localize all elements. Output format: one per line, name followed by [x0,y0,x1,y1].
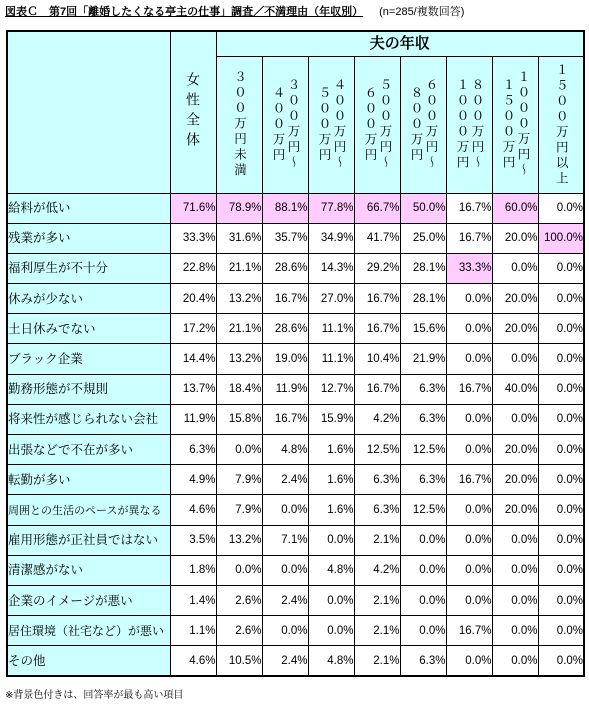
table-cell-value: 0.0% [538,344,584,374]
column-header-label [232,70,247,179]
table-cell-value: 14.3% [308,253,354,283]
column-header-label [500,70,530,179]
table-cell-total: 17.2% [170,314,216,344]
row-label: 土日休みでない [8,321,96,336]
table-cell-value: 88.1% [262,193,308,223]
table-cell-value: 50.0% [400,193,446,223]
table-cell-total: 3.5% [170,525,216,555]
row-label: ブラック企業 [8,352,83,367]
table-cell-value: 15.9% [308,404,354,434]
row-label: 福利厚生が不十分 [8,261,109,276]
table-row [7,253,584,283]
row-label: 企業のイメージが悪い [8,593,133,608]
table-row [7,616,584,646]
column-header [400,56,446,193]
table-row [7,585,584,615]
table-cell-value: 13.2% [216,525,262,555]
table-row [7,646,584,676]
table-cell-value: 15.8% [216,404,262,434]
column-header [446,56,492,193]
table-cell-value: 28.1% [400,253,446,283]
table-cell-value: 7.9% [216,495,262,525]
title-line [5,4,464,20]
table-cell-value: 2.1% [354,646,400,676]
header-total [170,31,216,193]
table-cell-total: 33.3% [170,223,216,253]
table-cell-value: 0.0% [492,344,538,374]
table-cell-value: 12.5% [400,495,446,525]
row-label-cell [7,585,170,615]
table-cell-value: 35.7% [262,223,308,253]
row-label: 居住環境（社宅など）が悪い [8,623,165,638]
table-cell-value: 33.3% [446,253,492,283]
table-cell-value: 1.6% [308,435,354,465]
column-header [538,56,584,193]
table-cell-value: 34.9% [308,223,354,253]
table-cell-value: 0.0% [538,525,584,555]
table-cell-value: 60.0% [492,193,538,223]
column-header-line: ５００万円 [317,85,331,164]
table-cell-value: 16.7% [446,223,492,253]
table-cell-total: 4.6% [170,646,216,676]
column-header-line: １５００万円以上 [554,62,569,187]
table-cell-value: 1.6% [308,465,354,495]
table-cell-value: 0.0% [492,253,538,283]
table-cell-value: 20.0% [492,495,538,525]
column-header-line: ６００万円～ [424,78,438,171]
table-cell-value: 20.0% [492,435,538,465]
table-cell-value: 1.6% [308,495,354,525]
table-cell-value: 11.1% [308,314,354,344]
column-header-line: ４００万円 [271,85,285,164]
table-cell-value: 20.0% [492,284,538,314]
table-cell-total: 1.1% [170,616,216,646]
table-cell-value: 7.1% [262,525,308,555]
table-cell-value: 20.0% [492,223,538,253]
table-cell-value: 27.0% [308,284,354,314]
table-cell-value: 16.7% [446,374,492,404]
table-cell-total: 1.8% [170,555,216,585]
row-label-cell [7,555,170,585]
table-cell-value: 0.0% [400,616,446,646]
table-cell-value: 78.9% [216,193,262,223]
table-cell-total: 71.6% [170,193,216,223]
table-cell-value: 6.3% [400,465,446,495]
table-cell-value: 0.0% [538,616,584,646]
table-cell-value: 19.0% [262,344,308,374]
table-cell-value: 10.5% [216,646,262,676]
table-cell-total: 4.9% [170,465,216,495]
table-cell-value: 16.7% [262,404,308,434]
table-cell-value: 16.7% [446,193,492,223]
table-row [7,314,584,344]
table-cell-value: 0.0% [446,284,492,314]
table-cell-value: 0.0% [538,495,584,525]
table-cell-value: 2.1% [354,525,400,555]
table-cell-value: 0.0% [446,555,492,585]
column-header-line: ６００万円 [363,85,377,164]
row-label: 休みが少ない [8,291,84,306]
table-cell-value: 16.7% [354,374,400,404]
row-label-cell [7,616,170,646]
table-cell-value: 0.0% [492,585,538,615]
table-row [7,374,584,404]
table-row [7,223,584,253]
table-cell-value: 28.1% [400,284,446,314]
header-income-group-label: 夫の年収 [369,34,430,52]
table-cell-value: 4.2% [354,555,400,585]
table-cell-value: 4.8% [262,435,308,465]
table-cell-total: 11.9% [170,404,216,434]
table-cell-value: 6.3% [400,404,446,434]
table-cell-value: 0.0% [446,344,492,374]
column-header-line: ５００万円～ [378,78,392,171]
table-cell-value: 0.0% [492,646,538,676]
table-cell-value: 13.2% [216,344,262,374]
table-cell-value: 0.0% [446,585,492,615]
column-header [308,56,354,193]
row-label-cell [7,525,170,555]
row-label-cell [7,314,170,344]
table-cell-value: 2.4% [262,646,308,676]
table-cell-value: 0.0% [262,616,308,646]
table-cell-value: 15.6% [400,314,446,344]
table-cell-value: 0.0% [262,495,308,525]
column-header-line: ３００万円未満 [232,70,247,179]
table-cell-value: 4.8% [308,646,354,676]
table-cell-value: 16.7% [446,616,492,646]
row-label-cell [7,435,170,465]
table-cell-value: 0.0% [446,404,492,434]
table-cell-value: 77.8% [308,193,354,223]
table-cell-value: 0.0% [400,525,446,555]
table-cell-total: 1.4% [170,585,216,615]
table-cell-value: 12.5% [400,435,446,465]
table-body [7,193,584,676]
row-label: 雇用形態が正社員ではない [8,533,159,548]
table-row [7,495,584,525]
table-cell-value: 0.0% [262,555,308,585]
row-label-cell [7,646,170,676]
table-cell-value: 11.9% [262,374,308,404]
table-header [7,31,584,193]
table-cell-total: 13.7% [170,374,216,404]
row-label: 転勤が多い [8,472,71,487]
table-cell-value: 0.0% [538,646,584,676]
row-label: 給料が低い [8,201,71,216]
table-cell-value: 0.0% [446,495,492,525]
table-cell-value: 2.4% [262,585,308,615]
table-cell-total: 6.3% [170,435,216,465]
table-cell-value: 7.9% [216,465,262,495]
table-cell-value: 6.3% [400,374,446,404]
column-header-line: ８００万円 [409,85,423,164]
table-cell-value: 6.3% [354,495,400,525]
table-cell-value: 20.0% [492,314,538,344]
table-cell-value: 0.0% [538,193,584,223]
row-label-cell [7,495,170,525]
table-cell-value: 16.7% [354,314,400,344]
header-row-group [7,31,584,56]
row-label-cell [7,374,170,404]
header-income-group [216,31,584,56]
table-cell-value: 0.0% [446,435,492,465]
row-label-cell [7,344,170,374]
data-table [6,30,585,677]
table-cell-value: 0.0% [446,314,492,344]
row-label: 清潔感がない [8,563,84,578]
table-cell-value: 6.3% [354,465,400,495]
table-cell-value: 0.0% [216,435,262,465]
table-cell-value: 0.0% [216,555,262,585]
table-cell-value: 0.0% [400,585,446,615]
row-label: その他 [8,653,46,668]
table-cell-total: 14.4% [170,344,216,374]
table-cell-value: 11.1% [308,344,354,374]
row-label-cell [7,223,170,253]
table-cell-total: 22.8% [170,253,216,283]
row-label: 将来性が感じられない会社 [8,412,159,427]
table-cell-total: 20.4% [170,284,216,314]
table-cell-value: 10.4% [354,344,400,374]
column-header-line: ４００万円～ [332,78,346,171]
table-cell-value: 0.0% [492,525,538,555]
table-cell-value: 66.7% [354,193,400,223]
table-cell-value: 0.0% [538,404,584,434]
figure-title: 図表Ｃ 第7回「離婚したくなる亭主の仕事」調査／不満理由（年収別） [5,6,364,18]
column-header [262,56,308,193]
table-cell-value: 0.0% [446,525,492,555]
column-header-label [454,78,484,171]
column-header-line: １０００万円～ [516,70,530,179]
column-header-line: ８００万円～ [470,78,484,171]
table-cell-value: 0.0% [308,525,354,555]
table-cell-value: 21.9% [400,344,446,374]
table-cell-value: 0.0% [538,314,584,344]
table-cell-value: 18.4% [216,374,262,404]
sample-note: (n=285/複数回答) [379,6,465,18]
table-row [7,193,584,223]
table-row [7,344,584,374]
row-label-cell [7,193,170,223]
table-cell-value: 0.0% [538,585,584,615]
table-cell-value: 0.0% [308,616,354,646]
table-cell-value: 6.3% [400,646,446,676]
column-header [354,56,400,193]
table-cell-value: 4.2% [354,404,400,434]
row-label-cell [7,284,170,314]
column-header-line: １０００万円 [455,78,469,171]
table-cell-value: 0.0% [492,616,538,646]
table-row [7,525,584,555]
table-row [7,284,584,314]
corner-cell [7,31,170,193]
table-cell-value: 28.6% [262,314,308,344]
table-cell-value: 40.0% [492,374,538,404]
header-total-text: 女性全体 [185,72,201,153]
table-cell-value: 2.1% [354,616,400,646]
table-cell-value: 2.6% [216,616,262,646]
table-cell-value: 0.0% [538,465,584,495]
table-cell-value: 12.7% [308,374,354,404]
table-cell-value: 4.8% [308,555,354,585]
column-header [216,56,262,193]
table-cell-value: 25.0% [400,223,446,253]
table-cell-value: 0.0% [538,435,584,465]
table-cell-value: 20.0% [492,465,538,495]
row-label-cell [7,465,170,495]
table-cell-value: 31.6% [216,223,262,253]
table-cell-value: 0.0% [538,374,584,404]
table-cell-total: 4.6% [170,495,216,525]
table-cell-value: 21.1% [216,253,262,283]
table-row [7,555,584,585]
table-cell-value: 12.5% [354,435,400,465]
column-header [492,56,538,193]
table-cell-value: 16.7% [354,284,400,314]
column-header-label [553,63,568,187]
row-label: 勤務形態が不規則 [8,382,109,397]
table-cell-value: 2.4% [262,465,308,495]
table-cell-value: 41.7% [354,223,400,253]
table-cell-value: 0.0% [446,646,492,676]
table-row [7,465,584,495]
table-cell-value: 28.6% [262,253,308,283]
column-header-label [362,78,392,171]
table-cell-value: 16.7% [446,465,492,495]
row-label-cell [7,253,170,283]
row-label-cell [7,404,170,434]
table-cell-value: 21.1% [216,314,262,344]
column-header-line: ３００万円～ [286,78,300,171]
table-cell-value: 0.0% [492,404,538,434]
table-cell-value: 0.0% [492,555,538,585]
table-cell-value: 16.7% [262,284,308,314]
table-cell-value: 0.0% [538,555,584,585]
row-label: 残業が多い [8,231,71,246]
footnote: ※背景色付きは、回答率が最も高い項目 [5,690,184,701]
table-cell-value: 0.0% [538,284,584,314]
table-cell-value: 0.0% [538,253,584,283]
row-label: 周囲との生活のペースが異なる [8,504,162,517]
table-cell-value: 0.0% [308,585,354,615]
table-cell-value: 100.0% [538,223,584,253]
table-cell-value: 13.2% [216,284,262,314]
table-cell-value: 2.1% [354,585,400,615]
table-cell-value: 2.6% [216,585,262,615]
column-header-label [316,78,346,171]
column-header-label [270,78,300,171]
table-cell-value: 29.2% [354,253,400,283]
table-row [7,404,584,434]
table-row [7,435,584,465]
column-header-label [408,78,438,171]
table-cell-value: 0.0% [400,555,446,585]
header-total-label [185,72,201,152]
row-label: 出張などで不在が多い [8,442,134,457]
column-header-line: １５００万円 [501,78,515,171]
